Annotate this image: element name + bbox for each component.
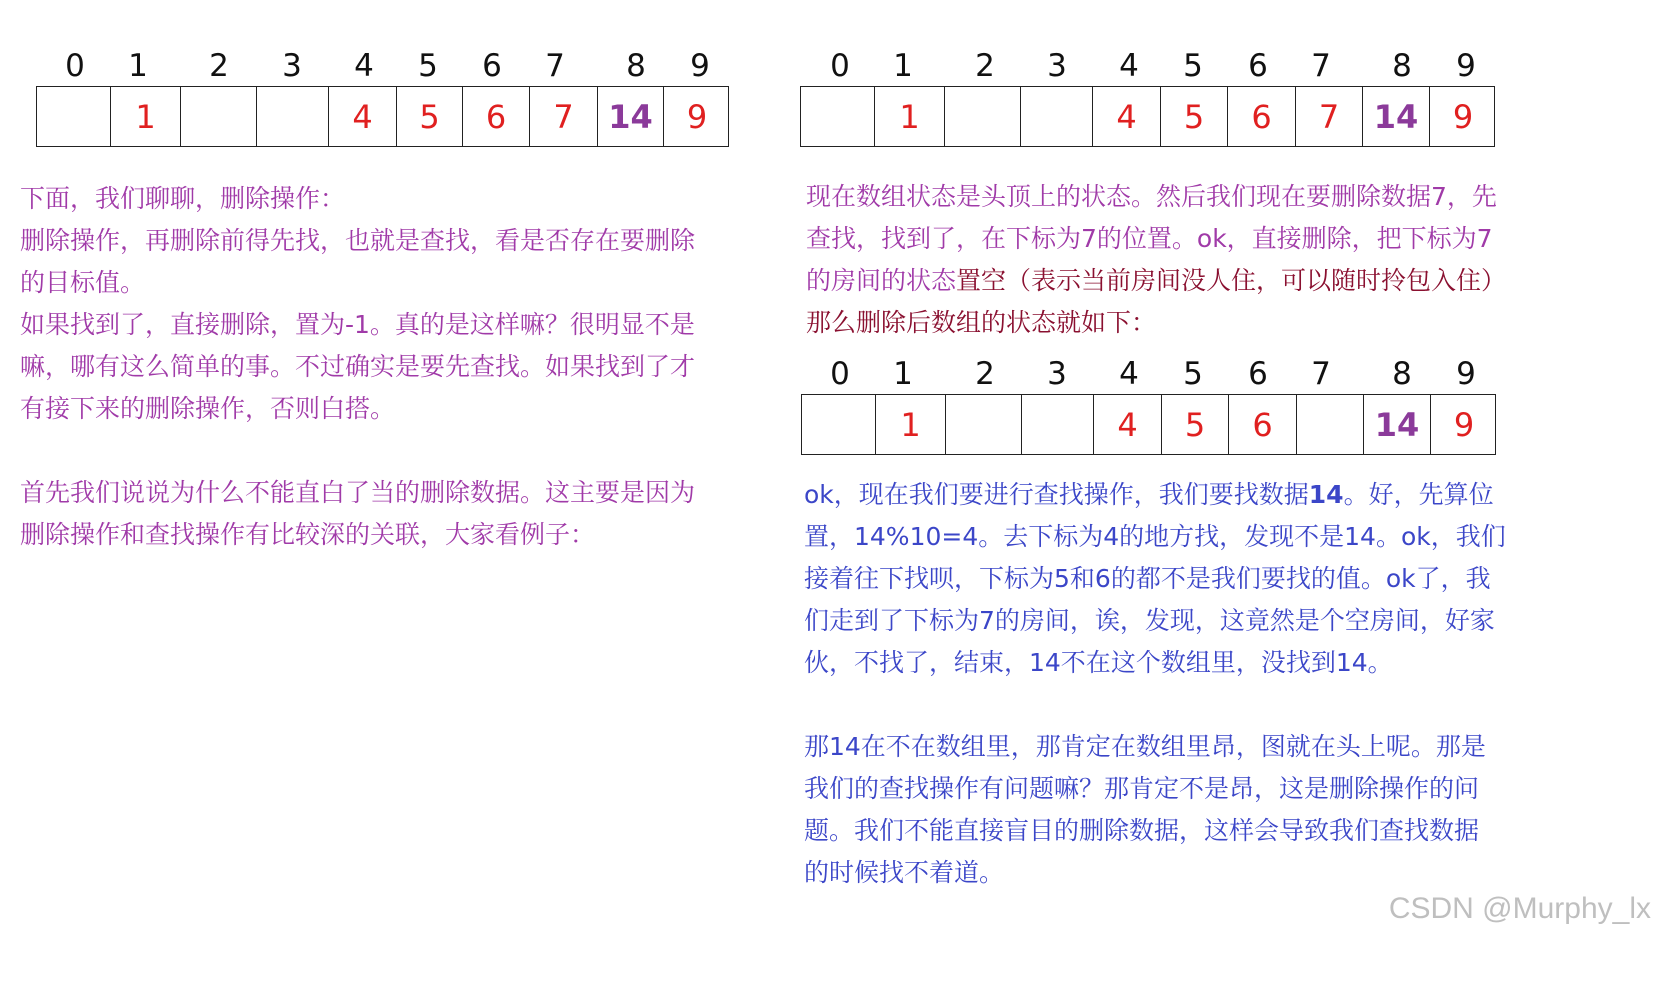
array-cell: 1: [874, 87, 944, 146]
bold-number: 14: [1308, 480, 1344, 509]
index-label: 0: [830, 356, 850, 392]
array-cell: [1021, 395, 1093, 454]
array-cell: 9: [1429, 87, 1496, 146]
array-cell: [256, 87, 328, 146]
text-fragment: 的房间的状态: [806, 266, 957, 295]
index-label: 5: [1183, 356, 1203, 392]
text-line: 我们的查找操作有问题嘛？那肯定不是昂，这是删除操作的问: [804, 774, 1480, 803]
array-cell: 4: [328, 87, 396, 146]
index-label: 4: [354, 48, 374, 84]
array-cell: 14: [1362, 87, 1429, 146]
index-row: [36, 48, 729, 86]
index-label: 1: [893, 48, 913, 84]
text-line: 有接下来的删除操作，否则白搭。: [20, 394, 396, 423]
index-label: 5: [1183, 48, 1203, 84]
array-cell: 6: [1228, 395, 1296, 454]
index-label: 6: [482, 48, 502, 84]
text-line: 伙，不找了，结束，14不在这个数组里，没找到14。: [804, 648, 1393, 677]
index-label: 1: [128, 48, 148, 84]
text-fragment: 。好，先算位: [1343, 480, 1494, 509]
array-cell: [945, 395, 1021, 454]
index-label: 2: [975, 356, 995, 392]
array-cell: [1296, 395, 1363, 454]
array-top-left: [36, 48, 729, 147]
text-line: 的目标值。: [20, 268, 146, 297]
array-after-delete: [801, 356, 1496, 455]
text-line: [806, 260, 1526, 302]
left-explanation: [20, 178, 720, 556]
array-top-right: [800, 48, 1495, 147]
array-cell: 7: [529, 87, 597, 146]
text-line: 如果找到了，直接删除，置为-1。真的是这样嘛？很明显不是: [20, 310, 695, 339]
index-label: 8: [626, 48, 646, 84]
array-cell: [944, 87, 1020, 146]
text-line: 查找，找到了，在下标为7的位置。ok，直接删除，把下标为7: [806, 224, 1493, 253]
index-label: 1: [893, 356, 913, 392]
index-label: 9: [1456, 356, 1476, 392]
array-cell: [180, 87, 256, 146]
array-cell: [801, 87, 874, 146]
array-cell: 5: [1160, 87, 1227, 146]
text-line: 那14在不在数组里，那肯定在数组里昂，图就在头上呢。那是: [804, 732, 1486, 761]
array-cell: 4: [1092, 87, 1160, 146]
text-line: 的时候找不着道。: [804, 858, 1005, 887]
array-cell: 9: [663, 87, 730, 146]
index-label: 8: [1392, 356, 1412, 392]
text-line: 删除操作和查找操作有比较深的关联，大家看例子：: [20, 520, 596, 549]
text-line: 首先我们说说为什么不能直白了当的删除数据。这主要是因为: [20, 478, 696, 507]
array-cells: [36, 86, 729, 147]
text-line: 那么删除后数组的状态就如下：: [806, 308, 1157, 337]
index-label: 4: [1119, 48, 1139, 84]
array-cell: [1020, 87, 1092, 146]
array-cell: 14: [1363, 395, 1430, 454]
index-label: 3: [1047, 356, 1067, 392]
index-label: 7: [545, 48, 565, 84]
text-line: 下面，我们聊聊，删除操作：: [20, 184, 346, 213]
array-cell: 4: [1093, 395, 1161, 454]
text-line: 接着往下找呗，下标为5和6的都不是我们要找的值。ok了，我: [804, 564, 1491, 593]
text-line: 们走到了下标为7的房间，诶，发现，这竟然是个空房间，好家: [804, 606, 1495, 635]
text-line: 现在数组状态是头顶上的状态。然后我们现在要删除数据7，先: [806, 182, 1497, 211]
array-cells: [801, 394, 1496, 455]
text-line: 置，14%10=4。去下标为4的地方找，发现不是14。ok，我们: [804, 522, 1506, 551]
index-label: 9: [690, 48, 710, 84]
index-label: 8: [1392, 48, 1412, 84]
text-line: 嘛，哪有这么简单的事。不过确实是要先查找。如果找到了才: [20, 352, 696, 381]
index-label: 4: [1119, 356, 1139, 392]
array-cell: 9: [1430, 395, 1497, 454]
array-cell: 5: [1161, 395, 1228, 454]
array-cell: 1: [875, 395, 945, 454]
index-label: 6: [1248, 356, 1268, 392]
right-explanation-delete: [806, 176, 1526, 344]
array-cell: 1: [110, 87, 180, 146]
text-line: [804, 474, 1524, 516]
watermark: CSDN @Murphy_lx: [1388, 892, 1651, 925]
text-line: 题。我们不能直接盲目的删除数据，这样会导致我们查找数据: [804, 816, 1480, 845]
array-cell: [802, 395, 875, 454]
index-label: 0: [830, 48, 850, 84]
index-label: 2: [975, 48, 995, 84]
array-cell: 6: [1227, 87, 1295, 146]
index-label: 9: [1456, 48, 1476, 84]
array-cell: [37, 87, 110, 146]
index-label: 0: [65, 48, 85, 84]
index-label: 7: [1311, 48, 1331, 84]
array-cells: [800, 86, 1495, 147]
text-fragment: 置空（表示当前房间没人住，可以随时拎包入住）: [956, 266, 1507, 295]
index-label: 7: [1311, 356, 1331, 392]
index-label: 6: [1248, 48, 1268, 84]
index-label: 3: [1047, 48, 1067, 84]
right-explanation-search: [804, 474, 1524, 894]
index-row: [801, 356, 1496, 394]
index-row: [800, 48, 1495, 86]
index-label: 3: [282, 48, 302, 84]
index-label: 5: [418, 48, 438, 84]
index-label: 2: [209, 48, 229, 84]
text-line: 删除操作，再删除前得先找，也就是查找，看是否存在要删除: [20, 226, 696, 255]
array-cell: 7: [1295, 87, 1362, 146]
array-cell: 5: [396, 87, 462, 146]
array-cell: 14: [597, 87, 663, 146]
text-fragment: ok，现在我们要进行查找操作，我们要找数据: [804, 480, 1309, 509]
array-cell: 6: [462, 87, 529, 146]
